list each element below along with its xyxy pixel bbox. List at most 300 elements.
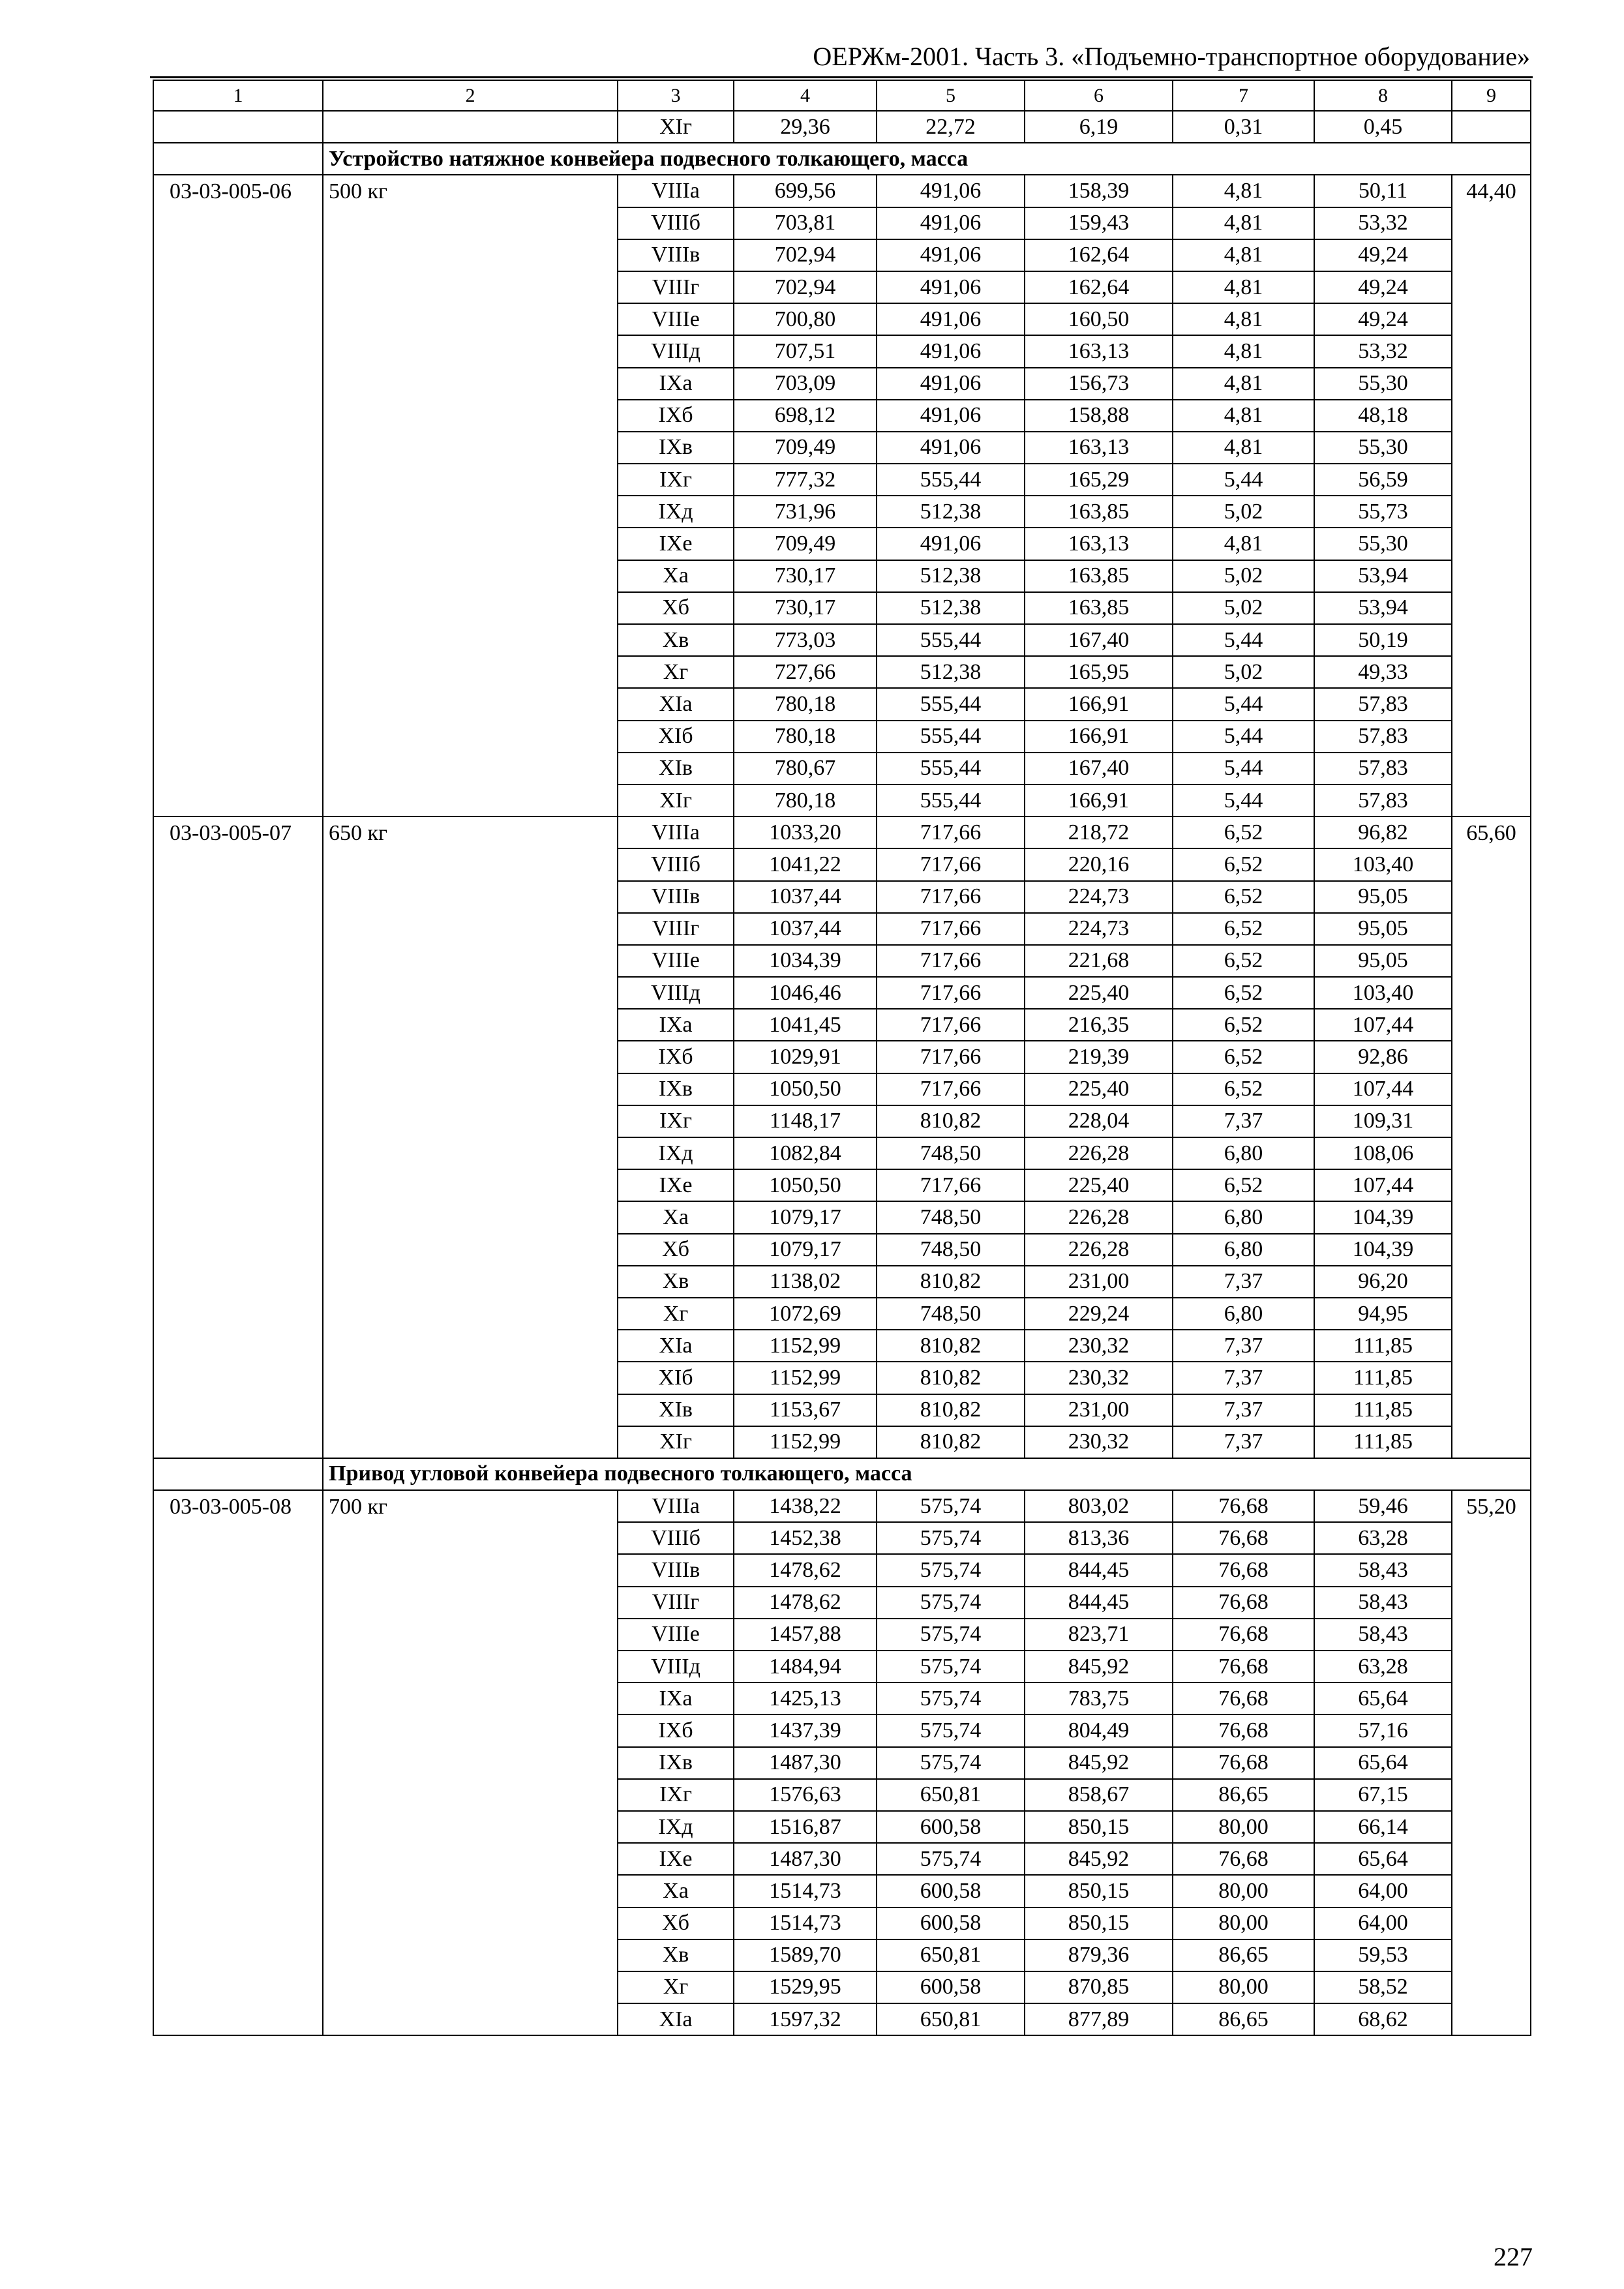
grade-cell: VIIIд: [618, 977, 734, 1009]
value-cell: 59,46: [1314, 1490, 1452, 1522]
value-cell: 55,30: [1314, 432, 1452, 464]
value-cell: 158,88: [1025, 400, 1173, 432]
value-cell: 162,64: [1025, 239, 1173, 271]
value-cell: 65,64: [1314, 1747, 1452, 1779]
value-cell: 221,68: [1025, 945, 1173, 977]
page-number: 227: [1494, 2242, 1533, 2271]
value-cell: 56,59: [1314, 464, 1452, 496]
value-cell: 727,66: [734, 656, 877, 688]
value-cell: 55,30: [1314, 528, 1452, 560]
value-cell: 702,94: [734, 239, 877, 271]
col9-cell: 65,60: [1452, 816, 1531, 1458]
value-cell: 698,12: [734, 400, 877, 432]
grade-cell: Xа: [618, 560, 734, 592]
code-cell: [153, 1458, 323, 1490]
grade-cell: IXб: [618, 400, 734, 432]
grade-cell: Xв: [618, 1266, 734, 1298]
grade-cell: Xа: [618, 1875, 734, 1907]
value-cell: 49,24: [1314, 239, 1452, 271]
value-cell: 76,68: [1173, 1843, 1314, 1875]
value-cell: 717,66: [877, 848, 1025, 880]
value-cell: 1437,39: [734, 1714, 877, 1746]
grade-cell: VIIIв: [618, 1554, 734, 1586]
grade-cell: IXд: [618, 1137, 734, 1169]
column-number-cell: 1: [153, 80, 323, 111]
value-cell: 1079,17: [734, 1201, 877, 1233]
value-cell: 220,16: [1025, 848, 1173, 880]
value-cell: 1029,91: [734, 1041, 877, 1073]
value-cell: 1597,32: [734, 2003, 877, 2035]
value-cell: 810,82: [877, 1266, 1025, 1298]
value-cell: 108,06: [1314, 1137, 1452, 1169]
value-cell: 50,19: [1314, 624, 1452, 656]
value-cell: 823,71: [1025, 1619, 1173, 1651]
grade-cell: VIIIд: [618, 1651, 734, 1683]
value-cell: 104,39: [1314, 1234, 1452, 1266]
value-cell: 717,66: [877, 816, 1025, 848]
value-cell: 491,06: [877, 335, 1025, 367]
value-cell: 165,29: [1025, 464, 1173, 496]
value-cell: 109,31: [1314, 1105, 1452, 1137]
value-cell: 166,91: [1025, 688, 1173, 720]
table-row: [153, 111, 1531, 143]
grade-cell: IXе: [618, 1843, 734, 1875]
value-cell: 575,74: [877, 1587, 1025, 1619]
value-cell: 512,38: [877, 656, 1025, 688]
value-cell: 1153,67: [734, 1394, 877, 1426]
value-cell: 1037,44: [734, 881, 877, 913]
value-cell: 6,52: [1173, 1009, 1314, 1041]
value-cell: 80,00: [1173, 1811, 1314, 1843]
value-cell: 703,09: [734, 368, 877, 400]
value-cell: 80,00: [1173, 1875, 1314, 1907]
value-cell: 6,52: [1173, 913, 1314, 945]
value-cell: 6,80: [1173, 1201, 1314, 1233]
value-cell: 6,52: [1173, 816, 1314, 848]
value-cell: 225,40: [1025, 1073, 1173, 1105]
rate-name: 650 кг: [323, 816, 618, 1458]
value-cell: 104,39: [1314, 1201, 1452, 1233]
value-cell: 76,68: [1173, 1587, 1314, 1619]
value-cell: 64,00: [1314, 1908, 1452, 1939]
grade-cell: IXб: [618, 1041, 734, 1073]
value-cell: 0,31: [1173, 111, 1314, 143]
value-cell: 600,58: [877, 1875, 1025, 1907]
value-cell: 111,85: [1314, 1394, 1452, 1426]
value-cell: 1037,44: [734, 913, 877, 945]
value-cell: 491,06: [877, 207, 1025, 239]
value-cell: 730,17: [734, 560, 877, 592]
value-cell: 575,74: [877, 1522, 1025, 1554]
grade-cell: XIа: [618, 688, 734, 720]
value-cell: 1438,22: [734, 1490, 877, 1522]
value-cell: 1478,62: [734, 1587, 877, 1619]
value-cell: 575,74: [877, 1843, 1025, 1875]
value-cell: 850,15: [1025, 1811, 1173, 1843]
value-cell: 850,15: [1025, 1908, 1173, 1939]
value-cell: 1138,02: [734, 1266, 877, 1298]
value-cell: 575,74: [877, 1683, 1025, 1714]
value-cell: 650,81: [877, 1939, 1025, 1971]
grade-cell: Xа: [618, 1201, 734, 1233]
column-number-cell: 9: [1452, 80, 1531, 111]
value-cell: 600,58: [877, 1971, 1025, 2003]
grade-cell: XIг: [618, 1426, 734, 1458]
value-cell: 5,44: [1173, 624, 1314, 656]
grade-cell: VIIIг: [618, 913, 734, 945]
value-cell: 748,50: [877, 1298, 1025, 1330]
value-cell: 76,68: [1173, 1554, 1314, 1586]
value-cell: 107,44: [1314, 1073, 1452, 1105]
value-cell: 80,00: [1173, 1971, 1314, 2003]
value-cell: 65,64: [1314, 1843, 1452, 1875]
value-cell: 76,68: [1173, 1490, 1314, 1522]
value-cell: 1050,50: [734, 1073, 877, 1105]
value-cell: 7,37: [1173, 1266, 1314, 1298]
value-cell: 57,16: [1314, 1714, 1452, 1746]
value-cell: 67,15: [1314, 1779, 1452, 1811]
grade-cell: IXе: [618, 1169, 734, 1201]
value-cell: 491,06: [877, 303, 1025, 335]
value-cell: 231,00: [1025, 1394, 1173, 1426]
value-cell: 6,80: [1173, 1137, 1314, 1169]
value-cell: 555,44: [877, 688, 1025, 720]
value-cell: 850,15: [1025, 1875, 1173, 1907]
value-cell: 844,45: [1025, 1554, 1173, 1586]
value-cell: 5,02: [1173, 496, 1314, 528]
value-cell: 1487,30: [734, 1843, 877, 1875]
column-number-cell: 2: [323, 80, 618, 111]
grade-cell: VIIIа: [618, 175, 734, 207]
rate-code: 03-03-005-07: [153, 816, 323, 1458]
value-cell: 699,56: [734, 175, 877, 207]
value-cell: 219,39: [1025, 1041, 1173, 1073]
value-cell: 80,00: [1173, 1908, 1314, 1939]
grade-cell: IXг: [618, 1779, 734, 1811]
value-cell: 4,81: [1173, 335, 1314, 367]
grade-cell: IXа: [618, 1683, 734, 1714]
value-cell: 717,66: [877, 1073, 1025, 1105]
rate-name: 700 кг: [323, 1490, 618, 2035]
value-cell: 94,95: [1314, 1298, 1452, 1330]
value-cell: 216,35: [1025, 1009, 1173, 1041]
value-cell: 650,81: [877, 2003, 1025, 2035]
value-cell: 1148,17: [734, 1105, 877, 1137]
value-cell: 53,94: [1314, 592, 1452, 624]
grade-cell: Xб: [618, 592, 734, 624]
value-cell: 1452,38: [734, 1522, 877, 1554]
value-cell: 4,81: [1173, 239, 1314, 271]
value-cell: 780,18: [734, 785, 877, 816]
value-cell: 512,38: [877, 560, 1025, 592]
value-cell: 1152,99: [734, 1362, 877, 1394]
page-header: [150, 38, 1533, 78]
value-cell: 55,73: [1314, 496, 1452, 528]
rate-name: 500 кг: [323, 175, 618, 816]
value-cell: 1487,30: [734, 1747, 877, 1779]
value-cell: 49,24: [1314, 271, 1452, 303]
value-cell: 166,91: [1025, 721, 1173, 753]
grade-cell: Xб: [618, 1908, 734, 1939]
section-header-row: [153, 1458, 1531, 1490]
value-cell: 158,39: [1025, 175, 1173, 207]
value-cell: 810,82: [877, 1362, 1025, 1394]
value-cell: 165,95: [1025, 656, 1173, 688]
value-cell: 76,68: [1173, 1714, 1314, 1746]
value-cell: 575,74: [877, 1651, 1025, 1683]
grade-cell: XIб: [618, 721, 734, 753]
value-cell: 58,52: [1314, 1971, 1452, 2003]
value-cell: 163,13: [1025, 335, 1173, 367]
value-cell: 57,83: [1314, 721, 1452, 753]
value-cell: 4,81: [1173, 207, 1314, 239]
value-cell: 231,00: [1025, 1266, 1173, 1298]
value-cell: 1478,62: [734, 1554, 877, 1586]
value-cell: 59,53: [1314, 1939, 1452, 1971]
value-cell: 731,96: [734, 496, 877, 528]
value-cell: 53,32: [1314, 207, 1452, 239]
value-cell: 163,13: [1025, 528, 1173, 560]
grade-cell: IXв: [618, 1747, 734, 1779]
value-cell: 86,65: [1173, 2003, 1314, 2035]
table-row: [153, 175, 1531, 207]
table-row: [153, 816, 1531, 848]
grade-cell: Xв: [618, 624, 734, 656]
grade-cell: VIIIг: [618, 1587, 734, 1619]
grade-cell: IXд: [618, 1811, 734, 1843]
col9-cell: 44,40: [1452, 175, 1531, 816]
value-cell: 555,44: [877, 624, 1025, 656]
value-cell: 167,40: [1025, 624, 1173, 656]
value-cell: 163,85: [1025, 560, 1173, 592]
value-cell: 4,81: [1173, 432, 1314, 464]
value-cell: 63,28: [1314, 1651, 1452, 1683]
value-cell: 1033,20: [734, 816, 877, 848]
grade-cell: VIIIа: [618, 1490, 734, 1522]
col9-cell: 55,20: [1452, 1490, 1531, 2035]
value-cell: 95,05: [1314, 881, 1452, 913]
value-cell: 103,40: [1314, 977, 1452, 1009]
value-cell: 166,91: [1025, 785, 1173, 816]
value-cell: 804,49: [1025, 1714, 1173, 1746]
value-cell: 163,13: [1025, 432, 1173, 464]
value-cell: 4,81: [1173, 175, 1314, 207]
value-cell: 96,82: [1314, 816, 1452, 848]
value-cell: 1152,99: [734, 1330, 877, 1362]
value-cell: 491,06: [877, 239, 1025, 271]
value-cell: 780,18: [734, 688, 877, 720]
value-cell: 844,45: [1025, 1587, 1173, 1619]
value-cell: 7,37: [1173, 1426, 1314, 1458]
grade-cell: Xб: [618, 1234, 734, 1266]
value-cell: 491,06: [877, 432, 1025, 464]
value-cell: 0,45: [1314, 111, 1452, 143]
value-cell: 53,32: [1314, 335, 1452, 367]
column-number-cell: 8: [1314, 80, 1452, 111]
value-cell: 783,75: [1025, 1683, 1173, 1714]
value-cell: 748,50: [877, 1201, 1025, 1233]
value-cell: 1425,13: [734, 1683, 877, 1714]
value-cell: 107,44: [1314, 1009, 1452, 1041]
header-title: ОЕРЖм-2001. Часть 3. «Подъемно-транспортное оборудование»: [813, 42, 1530, 71]
value-cell: 5,44: [1173, 721, 1314, 753]
value-cell: 555,44: [877, 464, 1025, 496]
grade-cell: XIв: [618, 1394, 734, 1426]
grade-cell: Xг: [618, 1971, 734, 2003]
grade-cell: IXг: [618, 1105, 734, 1137]
value-cell: 6,80: [1173, 1298, 1314, 1330]
value-cell: 1152,99: [734, 1426, 877, 1458]
grade-cell: IXв: [618, 1073, 734, 1105]
value-cell: 555,44: [877, 721, 1025, 753]
value-cell: 4,81: [1173, 368, 1314, 400]
value-cell: 845,92: [1025, 1747, 1173, 1779]
value-cell: 717,66: [877, 881, 1025, 913]
value-cell: 58,43: [1314, 1554, 1452, 1586]
value-cell: 76,68: [1173, 1683, 1314, 1714]
value-cell: 224,73: [1025, 881, 1173, 913]
value-cell: 703,81: [734, 207, 877, 239]
value-cell: 4,81: [1173, 400, 1314, 432]
value-cell: 6,52: [1173, 848, 1314, 880]
value-cell: 491,06: [877, 175, 1025, 207]
value-cell: 845,92: [1025, 1843, 1173, 1875]
col9-cell: [1452, 111, 1531, 143]
section-title: Устройство натяжное конвейера подвесного толкающего, масса: [323, 143, 1531, 175]
grade-cell: VIIIа: [618, 816, 734, 848]
value-cell: 5,02: [1173, 656, 1314, 688]
value-cell: 111,85: [1314, 1330, 1452, 1362]
column-number-cell: 6: [1025, 80, 1173, 111]
value-cell: 103,40: [1314, 848, 1452, 880]
value-cell: 5,44: [1173, 688, 1314, 720]
column-number-cell: 4: [734, 80, 877, 111]
value-cell: 7,37: [1173, 1330, 1314, 1362]
column-number-cell: 5: [877, 80, 1025, 111]
value-cell: 773,03: [734, 624, 877, 656]
value-cell: 50,11: [1314, 175, 1452, 207]
grade-cell: IXа: [618, 1009, 734, 1041]
value-cell: 6,52: [1173, 945, 1314, 977]
value-cell: 160,50: [1025, 303, 1173, 335]
value-cell: 717,66: [877, 1009, 1025, 1041]
code-cell: [153, 111, 323, 143]
value-cell: 810,82: [877, 1426, 1025, 1458]
value-cell: 226,28: [1025, 1234, 1173, 1266]
value-cell: 5,44: [1173, 753, 1314, 785]
grade-cell: VIIIб: [618, 848, 734, 880]
value-cell: 709,49: [734, 432, 877, 464]
value-cell: 92,86: [1314, 1041, 1452, 1073]
grade-cell: VIIIг: [618, 271, 734, 303]
value-cell: 76,68: [1173, 1619, 1314, 1651]
value-cell: 230,32: [1025, 1362, 1173, 1394]
value-cell: 813,36: [1025, 1522, 1173, 1554]
value-cell: 230,32: [1025, 1330, 1173, 1362]
value-cell: 49,24: [1314, 303, 1452, 335]
value-cell: 7,37: [1173, 1105, 1314, 1137]
grade-cell: Xг: [618, 656, 734, 688]
value-cell: 58,43: [1314, 1619, 1452, 1651]
value-cell: 575,74: [877, 1554, 1025, 1586]
value-cell: 76,68: [1173, 1747, 1314, 1779]
value-cell: 53,94: [1314, 560, 1452, 592]
value-cell: 218,72: [1025, 816, 1173, 848]
value-cell: 225,40: [1025, 977, 1173, 1009]
value-cell: 845,92: [1025, 1651, 1173, 1683]
grade-cell: IXд: [618, 496, 734, 528]
value-cell: 57,83: [1314, 753, 1452, 785]
column-number-cell: 7: [1173, 80, 1314, 111]
value-cell: 5,02: [1173, 560, 1314, 592]
value-cell: 1041,45: [734, 1009, 877, 1041]
value-cell: 600,58: [877, 1811, 1025, 1843]
value-cell: 225,40: [1025, 1169, 1173, 1201]
value-cell: 48,18: [1314, 400, 1452, 432]
rate-code: 03-03-005-06: [153, 175, 323, 816]
section-header-row: [153, 143, 1531, 175]
grade-cell: IXв: [618, 432, 734, 464]
grade-cell: Xв: [618, 1939, 734, 1971]
grade-cell: XIг: [618, 111, 734, 143]
value-cell: 1484,94: [734, 1651, 877, 1683]
value-cell: 95,05: [1314, 913, 1452, 945]
grade-cell: VIIIе: [618, 303, 734, 335]
value-cell: 1457,88: [734, 1619, 877, 1651]
value-cell: 6,19: [1025, 111, 1173, 143]
grade-cell: IXе: [618, 528, 734, 560]
value-cell: 65,64: [1314, 1683, 1452, 1714]
value-cell: 1514,73: [734, 1875, 877, 1907]
grade-cell: IXа: [618, 368, 734, 400]
value-cell: 224,73: [1025, 913, 1173, 945]
value-cell: 555,44: [877, 753, 1025, 785]
value-cell: 6,52: [1173, 977, 1314, 1009]
value-cell: 111,85: [1314, 1362, 1452, 1394]
value-cell: 1079,17: [734, 1234, 877, 1266]
value-cell: 707,51: [734, 335, 877, 367]
value-cell: 777,32: [734, 464, 877, 496]
value-cell: 228,04: [1025, 1105, 1173, 1137]
value-cell: 95,05: [1314, 945, 1452, 977]
grade-cell: Xг: [618, 1298, 734, 1330]
value-cell: 1034,39: [734, 945, 877, 977]
value-cell: 810,82: [877, 1394, 1025, 1426]
value-cell: 748,50: [877, 1137, 1025, 1169]
value-cell: 66,14: [1314, 1811, 1452, 1843]
value-cell: 650,81: [877, 1779, 1025, 1811]
value-cell: 4,81: [1173, 271, 1314, 303]
grade-cell: IXг: [618, 464, 734, 496]
value-cell: 7,37: [1173, 1394, 1314, 1426]
value-cell: 5,44: [1173, 464, 1314, 496]
value-cell: 491,06: [877, 400, 1025, 432]
value-cell: 162,64: [1025, 271, 1173, 303]
value-cell: 879,36: [1025, 1939, 1173, 1971]
value-cell: 76,68: [1173, 1651, 1314, 1683]
value-cell: 6,52: [1173, 1041, 1314, 1073]
value-cell: 575,74: [877, 1714, 1025, 1746]
value-cell: 29,36: [734, 111, 877, 143]
value-cell: 4,81: [1173, 303, 1314, 335]
value-cell: 86,65: [1173, 1939, 1314, 1971]
value-cell: 810,82: [877, 1105, 1025, 1137]
value-cell: 111,85: [1314, 1426, 1452, 1458]
value-cell: 229,24: [1025, 1298, 1173, 1330]
value-cell: 6,52: [1173, 881, 1314, 913]
value-cell: 163,85: [1025, 592, 1173, 624]
value-cell: 76,68: [1173, 1522, 1314, 1554]
